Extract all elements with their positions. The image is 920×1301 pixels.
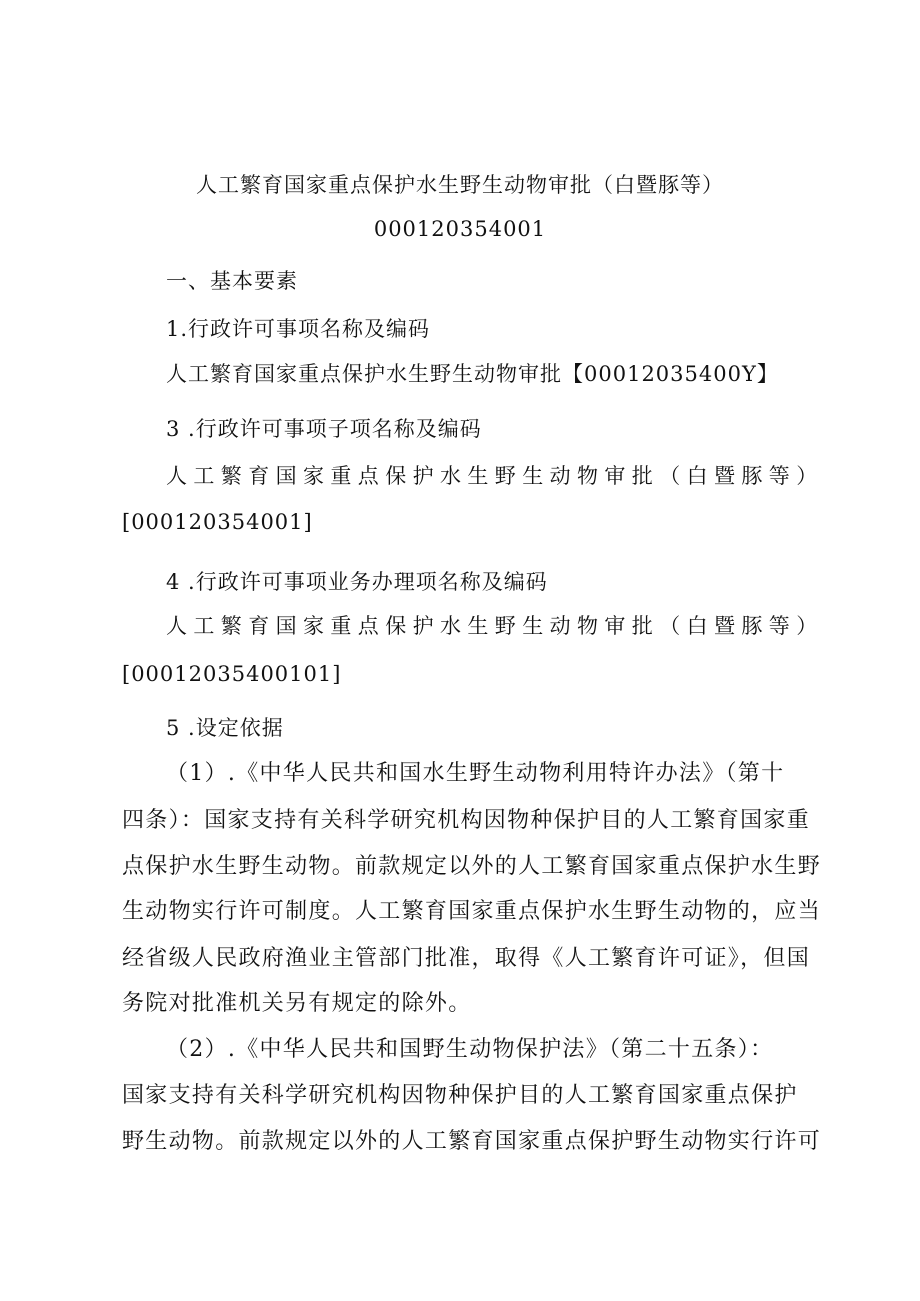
basis1-line: 生动物实行许可制度。人工繁育国家重点保护水生野生动物的，应当 xyxy=(122,899,822,924)
basis2-line: （2）.《中华人民共和国野生动物保护法》（第二十五条）： xyxy=(166,1037,774,1062)
item3-heading: 3 .行政许可事项子项名称及编码 xyxy=(166,417,482,441)
section-heading: 一、基本要素 xyxy=(166,269,298,293)
document-code: 000120354001 xyxy=(373,217,547,241)
item5-heading: 5 .设定依据 xyxy=(166,716,284,740)
item1-heading: 1.行政许可事项名称及编码 xyxy=(166,317,431,341)
basis1-line: 点保护水生野生动物。前款规定以外的人工繁育国家重点保护水生野 xyxy=(122,854,822,879)
item1-value: 人工繁育国家重点保护水生野生动物审批【00012035400Y】 xyxy=(166,362,779,386)
basis1-line: （1）.《中华人民共和国水生野生动物利用特许办法》（第十 xyxy=(166,761,785,786)
basis1-line: 务院对批准机关另有规定的除外。 xyxy=(122,991,472,1016)
basis2-line: 国家支持有关科学研究机构因物种保护目的人工繁育国家重点保护 xyxy=(122,1083,798,1108)
basis1-line: 四条）：国家支持有关科学研究机构因物种保护目的人工繁育国家重 xyxy=(122,808,811,833)
document-title: 人工繁育国家重点保护水生野生动物审批（白暨豚等） xyxy=(196,173,724,197)
item3-value-line2: [000120354001] xyxy=(122,510,313,534)
item4-value-line2: [00012035400101] xyxy=(122,662,342,686)
item4-value-line1: 人工繁育国家重点保护水生野生动物审批（白暨豚等） xyxy=(166,614,824,638)
item3-value-line1: 人工繁育国家重点保护水生野生动物审批（白暨豚等） xyxy=(166,464,824,488)
basis2-line: 野生动物。前款规定以外的人工繁育国家重点保护野生动物实行许可 xyxy=(122,1129,822,1154)
basis1-line: 经省级人民政府渔业主管部门批准，取得《人工繁育许可证》，但国 xyxy=(122,946,811,971)
item4-heading: 4 .行政许可事项业务办理项名称及编码 xyxy=(166,570,548,594)
